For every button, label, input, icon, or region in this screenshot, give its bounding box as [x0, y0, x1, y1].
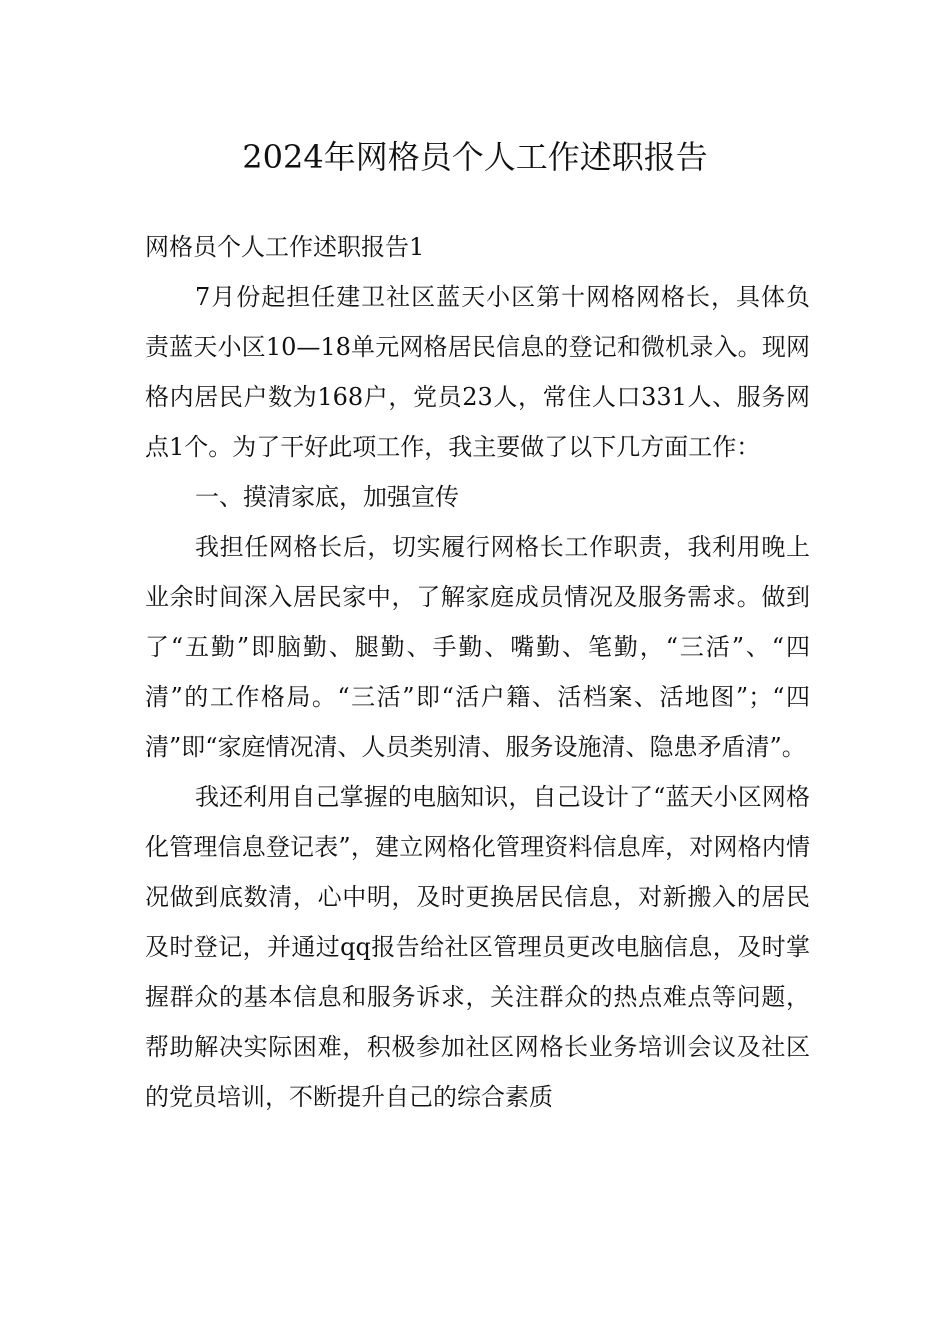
document-body [145, 222, 810, 1122]
paragraph-intro: 7月份起担任建卫社区蓝天小区第十网格网格长，具体负责蓝天小区10—18单元网格居民信息的登记和微机录入。现网格内居民户数为168户，党员23人，常住人口331人、服务网点1个。为了干好此项工作，我主要做了以下几方面工作： [145, 283, 810, 461]
paragraph-computer-skills: 我还利用自己掌握的电脑知识，自己设计了“蓝天小区网格化管理信息登记表”，建立网格化管理资料信息库，对网格内情况做到底数清，心中明，及时更换居民信息，对新搬入的居民及时登记，并通过qq报告给社区管理员更改电脑信息，及时掌握群众的基本信息和服务诉求，关注群众的热点难点等问题，帮助解决实际困难，积极参加社区网格长业务培训会议及社区的党员培训，不断提升自己的综合素质 [145, 783, 810, 1111]
report-subtitle: 网格员个人工作述职报告1 [145, 233, 425, 261]
document-title: 2024年网格员个人工作述职报告 [242, 138, 708, 176]
section-heading-1: 一、摸清家底，加强宣传 [195, 483, 459, 511]
paragraph-duties: 我担任网格长后，切实履行网格长工作职责，我利用晚上业余时间深入居民家中，了解家庭成员情况及服务需求。做到了“五勤”即脑勤、腿勤、手勤、嘴勤、笔勤，“三活”、“四清”的工作格局。“三活”即“活户籍、活档案、活地图”；“四清”即“家庭情况清、人员类别清、服务设施清、隐患矛盾清”。 [145, 533, 810, 761]
